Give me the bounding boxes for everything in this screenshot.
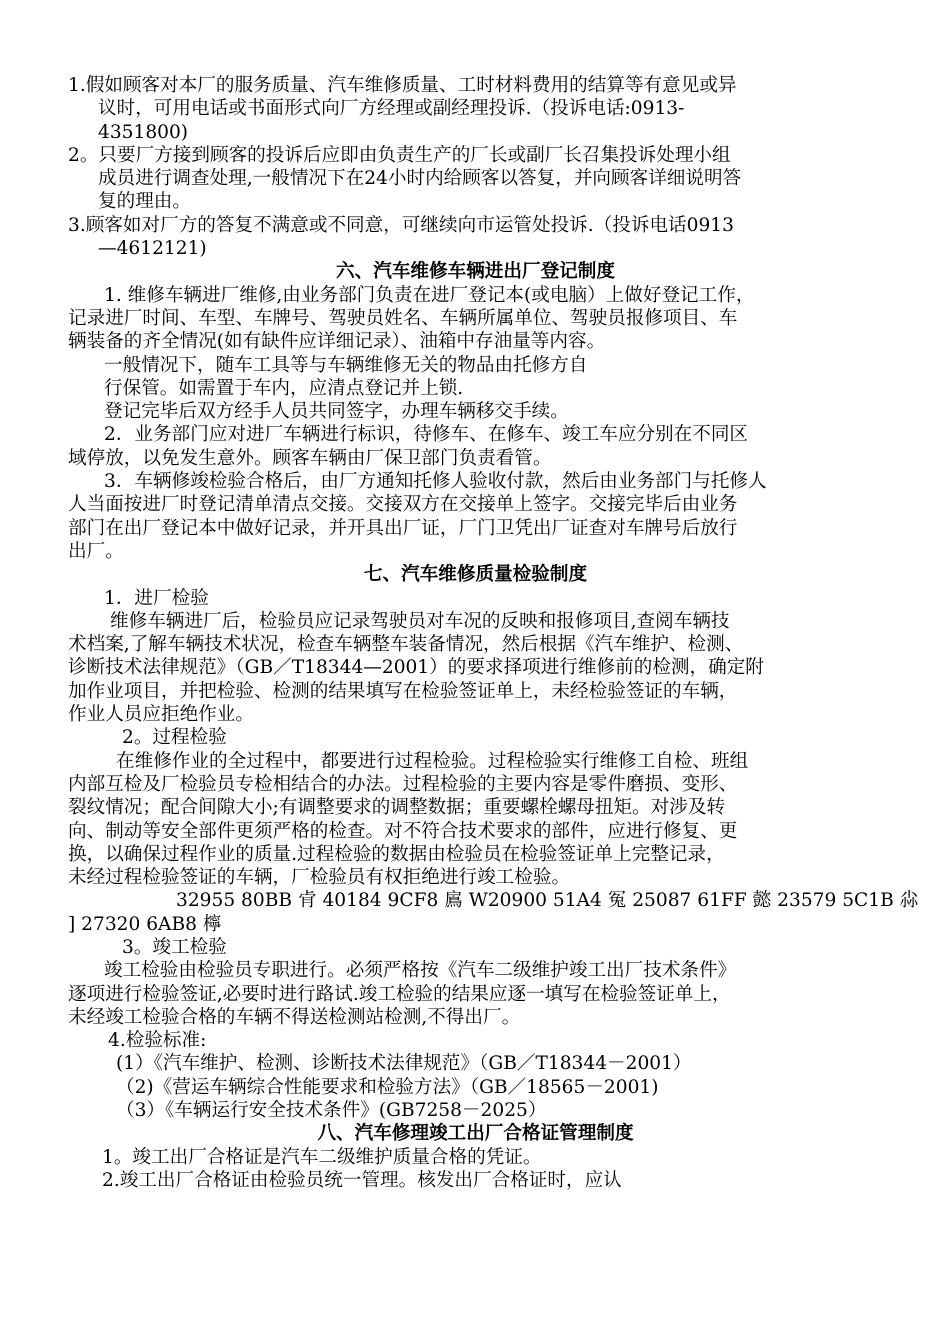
text-line: 2.竣工出厂合格证由检验员统一管理。核发出厂合格证时，应认 — [102, 1169, 622, 1191]
text-line: 诊断技术法律规范》（GB／T18344—2001）的要求择项进行维修前的检测，确定附 — [68, 657, 764, 679]
text-line: 4.检验标准: — [108, 1030, 207, 1052]
text-line: 部门在出厂登记本中做好记录，并开具出厂证，厂门卫凭出厂证查对车牌号后放行 — [68, 517, 738, 539]
text-line: 裂纹情况；配合间隙大小;有调整要求的调整数据；重要螺栓螺母扭矩。对涉及转 — [68, 797, 726, 819]
text-line: （2)《营运车辆综合性能要求和检验方法》（GB／18565－2001) — [116, 1076, 659, 1098]
text-line: 3.顾客如对厂方的答复不满意或不同意，可继续向市运管处投诉.（投诉电话0913 — [68, 214, 734, 236]
section-heading: 六、汽车维修车辆进出厂登记制度 — [336, 261, 615, 283]
text-line: 逐项进行检验签证,必要时进行路试.竣工检验的结果应逐一填写在检验签证单上， — [68, 983, 731, 1005]
text-line: 在维修作业的全过程中，都要进行过程检验。过程检验实行维修工自检、班组 — [116, 750, 749, 772]
text-line: 人当面按进厂时登记清单清点交接。交接双方在交接单上签字。交接完毕后由业务 — [68, 494, 738, 516]
text-line: 议时，可用电话或书面形式向厂方经理或副经理投诉.（投诉电话:0913- — [98, 98, 685, 120]
text-line: 1．进厂检验 — [104, 587, 209, 609]
text-line: 作业人员应拒绝作业。 — [68, 704, 254, 726]
text-line: 行保管。如需置于车内，应清点登记并上锁. — [104, 377, 464, 399]
text-line: (1）《汽车维护、检测、诊断技术法律规范》（GB／T18344－2001） — [116, 1053, 692, 1075]
text-line: 3。竣工检验 — [122, 936, 227, 958]
text-line: 1。竣工出厂合格证是汽车二级维护质量合格的凭证。 — [102, 1146, 542, 1168]
text-line: —4612121) — [98, 238, 207, 260]
text-line: 换，以确保过程作业的质量.过程检验的数据由检验员在检验签证单上完整记录， — [68, 843, 725, 865]
text-line: 登记完毕后双方经手人员共同签字，办理车辆移交手续。 — [104, 401, 569, 423]
text-line: 未经竣工检验合格的车辆不得送检测站检测,不得出厂。 — [68, 1006, 521, 1028]
text-line: 出厂。 — [68, 540, 124, 562]
text-line: 2。过程检验 — [122, 727, 227, 749]
text-line: 复的理由。 — [98, 191, 191, 213]
text-line: 向、制动等安全部件更须严格的检查。对不符合技术要求的部件，应进行修复、更 — [68, 820, 738, 842]
text-line: 竣工检验由检验员专职进行。必须严格按《汽车二级维护竣工出厂技术条件》 — [104, 960, 737, 982]
text-line: 1. 维修车辆进厂维修,由业务部门负责在进厂登记本(或电脑）上做好登记工作， — [104, 284, 755, 306]
text-line: 3．车辆修竣检验合格后，由厂方通知托修人验收付款，然后由业务部门与托修人 — [104, 471, 767, 493]
text-line: 辆装备的齐全情况(如有缺件应详细记录）、油箱中存油量等内容。 — [68, 331, 606, 353]
text-line: （3）《车辆运行安全技术条件》(GB7258－2025） — [116, 1100, 547, 1122]
text-line: 32955 80BB 肻 40184 9CF8 鳸 W20900 51A4 冤 25087 61FF 懿 23579 5C1B 尛 — [176, 890, 919, 912]
section-heading: 八、汽车修理竣工出厂合格证管理制度 — [317, 1123, 634, 1145]
text-line: 记录进厂时间、车型、车牌号、驾驶员姓名、车辆所属单位、驾驶员报修项目、车 — [68, 307, 738, 329]
text-line: 2．业务部门应对进厂车辆进行标识，待修车、在修车、竣工车应分别在不同区 — [104, 424, 749, 446]
text-line: 域停放，以免发生意外。顾客车辆由厂保卫部门负责看管。 — [68, 447, 552, 469]
section-heading: 七、汽车维修质量检验制度 — [363, 564, 588, 586]
text-line: 内部互检及厂检验员专检相结合的办法。过程检验的主要内容是零件磨损、变形、 — [68, 773, 738, 795]
text-line: 1.假如顾客对本厂的服务质量、汽车维修质量、工时材料费用的结算等有意见或异 — [68, 75, 737, 96]
text-line: 术档案,了解车辆技术状况，检查车辆整车装备情况，然后根据《汽车维护、检测、 — [68, 634, 744, 656]
text-line: 一般情况下，随车工具等与车辆维修无关的物品由托修方自 — [104, 354, 588, 376]
text-line: 加作业项目，并把检验、检测的结果填写在检验签证单上，未经检验签证的车辆， — [68, 680, 738, 702]
text-line: ] 27320 6AB8 檸 — [68, 913, 222, 935]
text-line: 未经过程检验签证的车辆，厂检验员有权拒绝进行竣工检验。 — [68, 867, 571, 889]
text-line: 成员进行调查处理,一般情况下在24小时内给顾客以答复，并向顾客详细说明答 — [98, 168, 742, 190]
text-line: 维修车辆进厂后，检验员应记录驾驶员对车况的反映和报修项目,查阅车辆技 — [110, 610, 730, 632]
document-page — [68, 74, 919, 1192]
text-line: 2。只要厂方接到顾客的投诉后应即由负责生产的厂长或副厂长召集投诉处理小组 — [68, 144, 731, 166]
text-line: 4351800) — [98, 121, 189, 143]
